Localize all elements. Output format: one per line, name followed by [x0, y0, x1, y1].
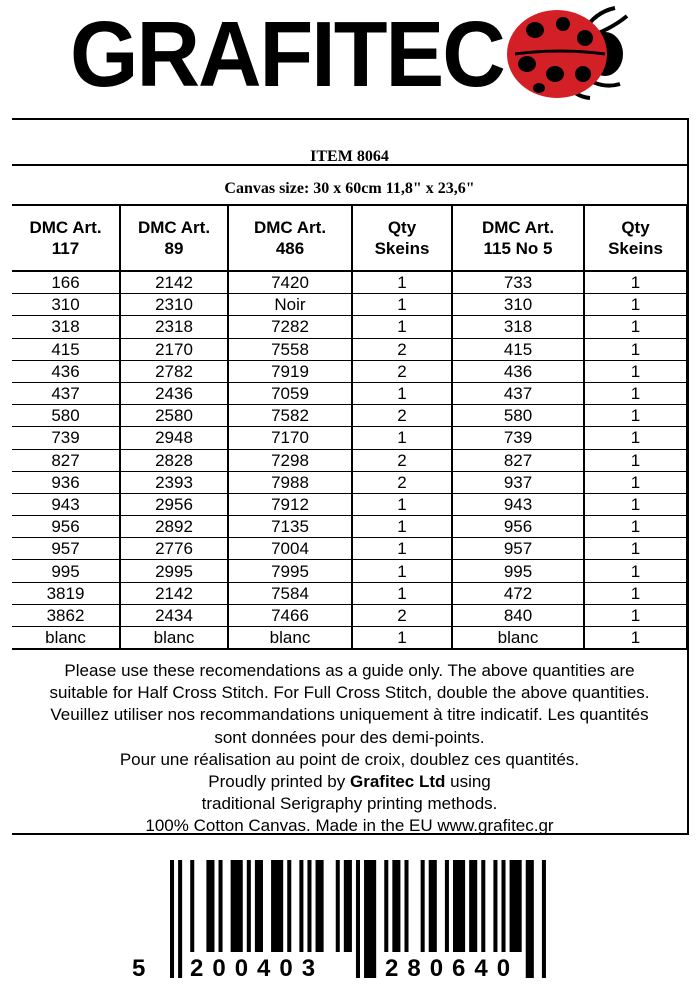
- barcode-left-digits: 200403: [190, 955, 325, 982]
- note-suffix: using: [445, 772, 491, 792]
- table-cell: 415: [452, 338, 584, 360]
- table-cell: 318: [12, 316, 120, 338]
- table-cell: 7558: [228, 338, 352, 360]
- table-cell: 827: [452, 449, 584, 471]
- thread-table: [12, 206, 688, 650]
- color-chart-sheet: [12, 118, 689, 835]
- table-cell: 936: [12, 471, 120, 493]
- table-cell: 166: [12, 271, 120, 294]
- column-header: [120, 206, 228, 271]
- table-cell: 1: [584, 360, 687, 382]
- table-cell: 840: [452, 604, 584, 626]
- table-cell: 739: [12, 427, 120, 449]
- barcode-first-digit: 5: [132, 955, 146, 982]
- table-cell: 995: [452, 560, 584, 582]
- table-cell: 1: [584, 316, 687, 338]
- table-cell: 733: [452, 271, 584, 294]
- barcode-bar: [307, 860, 311, 952]
- table-cell: 1: [584, 294, 687, 316]
- table-cell: 7004: [228, 538, 352, 560]
- table-cell: 2142: [120, 271, 228, 294]
- barcode-bar: [170, 860, 174, 978]
- table-header-row: [12, 206, 687, 271]
- printer-name: Grafitec Ltd: [349, 772, 446, 792]
- barcode-bar: [501, 860, 505, 952]
- table-cell: 1: [584, 471, 687, 493]
- table-cell: 7919: [228, 360, 352, 382]
- barcode-bar: [493, 860, 497, 952]
- barcode-bar: [429, 860, 437, 952]
- note-line: Pour une réalisation au point de croix, doublez ces quantités.: [119, 749, 580, 769]
- table-cell: 7298: [228, 449, 352, 471]
- barcode-bar: [526, 860, 534, 978]
- table-cell: 7988: [228, 471, 352, 493]
- table-cell: 2393: [120, 471, 228, 493]
- barcode-bar: [316, 860, 324, 952]
- table-cell: 1: [584, 538, 687, 560]
- table-row: [12, 604, 687, 626]
- table-cell: 1: [584, 271, 687, 294]
- table-cell: 2: [352, 405, 452, 427]
- table-cell: 1: [584, 493, 687, 515]
- table-cell: 2948: [120, 427, 228, 449]
- barcode-bar: [384, 860, 388, 952]
- table-cell: 318: [452, 316, 584, 338]
- barcode-bar: [453, 860, 465, 952]
- table-row: [12, 582, 687, 604]
- column-header: [12, 206, 120, 271]
- barcode-bar: [255, 860, 263, 952]
- table-cell: 7135: [228, 516, 352, 538]
- table-cell: 943: [452, 493, 584, 515]
- table-cell: 1: [584, 604, 687, 626]
- table-cell: 1: [352, 294, 452, 316]
- barcode-bar: [336, 860, 340, 952]
- table-cell: 310: [452, 294, 584, 316]
- table-cell: 1: [584, 405, 687, 427]
- table-row: [12, 316, 687, 338]
- column-header-line: Qty: [387, 218, 417, 237]
- barcode-bar: [287, 860, 291, 952]
- barcode-bar: [469, 860, 477, 952]
- table-cell: 7584: [228, 582, 352, 604]
- barcode-bar: [219, 860, 223, 952]
- table-cell: 580: [12, 405, 120, 427]
- item-title: ITEM 8064: [12, 120, 687, 166]
- column-header-line: DMC Art.: [29, 218, 102, 237]
- barcode-bar: [445, 860, 449, 952]
- barcode-bar: [190, 860, 194, 952]
- table-cell: 1: [352, 382, 452, 404]
- table-cell: 1: [584, 627, 687, 650]
- table-cell: 1: [584, 449, 687, 471]
- table-row: [12, 516, 687, 538]
- table-cell: 1: [352, 582, 452, 604]
- table-cell: 7995: [228, 560, 352, 582]
- note-line: 100% Cotton Canvas. Made in the EU www.grafitec.gr: [145, 816, 554, 836]
- table-cell: 2776: [120, 538, 228, 560]
- table-cell: 2318: [120, 316, 228, 338]
- barcode-bar: [481, 860, 485, 952]
- column-header: [584, 206, 687, 271]
- table-cell: 7582: [228, 405, 352, 427]
- table-cell: 956: [12, 516, 120, 538]
- barcode-bar: [404, 860, 408, 952]
- note-line: Please use these recomendations as a guide only. The above quantities are: [64, 661, 635, 680]
- note-line: suitable for Half Cross Stitch. For Full Cross Stitch, double the above quantities.: [49, 683, 650, 703]
- table-cell: 1: [352, 493, 452, 515]
- brand-header: [0, 0, 700, 112]
- table-cell: 7170: [228, 427, 352, 449]
- table-cell: 1: [352, 316, 452, 338]
- table-cell: 2580: [120, 405, 228, 427]
- column-header-line: DMC Art.: [253, 218, 327, 237]
- barcode-bar: [299, 860, 303, 952]
- table-cell: 7059: [228, 382, 352, 404]
- column-header-line: Qty: [621, 218, 650, 237]
- barcode-bar: [364, 860, 376, 978]
- table-cell: 3819: [12, 582, 120, 604]
- table-cell: 472: [452, 582, 584, 604]
- table-row: [12, 471, 687, 493]
- note-line-printer: [12, 771, 687, 793]
- table-cell: 739: [452, 427, 584, 449]
- column-header-line: 486: [275, 239, 305, 258]
- column-header: [228, 206, 352, 271]
- table-cell: 1: [584, 582, 687, 604]
- table-cell: 7420: [228, 271, 352, 294]
- column-header-line: DMC Art.: [137, 218, 211, 237]
- table-cell: 2956: [120, 493, 228, 515]
- table-cell: 1: [352, 427, 452, 449]
- table-cell: 1: [584, 560, 687, 582]
- table-cell: blanc: [228, 627, 352, 650]
- table-cell: 2828: [120, 449, 228, 471]
- table-cell: 827: [12, 449, 120, 471]
- note-line: Veuillez utiliser nos recommandations uniquement à titre indicatif. Les quantités: [50, 705, 649, 725]
- table-cell: 310: [12, 294, 120, 316]
- canvas-size: Canvas size: 30 x 60cm 11,8" x 23,6": [12, 166, 687, 206]
- table-cell: 937: [452, 471, 584, 493]
- table-cell: 2436: [120, 382, 228, 404]
- table-cell: 956: [452, 516, 584, 538]
- column-header-line: DMC Art.: [481, 218, 555, 237]
- table-cell: 2892: [120, 516, 228, 538]
- table-cell: 2995: [120, 560, 228, 582]
- table-row: [12, 271, 687, 294]
- ladybug-icon: [505, 2, 635, 107]
- note-prefix: Proudly printed by: [208, 772, 350, 792]
- table-cell: 580: [452, 405, 584, 427]
- table-row: [12, 382, 687, 404]
- table-cell: 437: [12, 382, 120, 404]
- table-cell: 1: [352, 538, 452, 560]
- table-row: [12, 405, 687, 427]
- table-row: [12, 538, 687, 560]
- notes-block: [12, 660, 687, 838]
- table-row: [12, 427, 687, 449]
- table-cell: 1: [584, 516, 687, 538]
- barcode-bar: [542, 860, 546, 978]
- note-line: sont données pour des demi-points.: [214, 727, 485, 747]
- table-cell: 943: [12, 493, 120, 515]
- barcode-bar: [356, 860, 360, 978]
- barcode-bar: [247, 860, 251, 952]
- table-cell: 1: [584, 338, 687, 360]
- table-cell: 1: [352, 627, 452, 650]
- table-cell: 2: [352, 604, 452, 626]
- barcode-bar: [421, 860, 425, 952]
- table-cell: 2434: [120, 604, 228, 626]
- table-cell: blanc: [452, 627, 584, 650]
- table-cell: 2310: [120, 294, 228, 316]
- barcode-bar: [271, 860, 283, 952]
- table-cell: 995: [12, 560, 120, 582]
- barcode-bar: [178, 860, 182, 978]
- table-cell: 2170: [120, 338, 228, 360]
- table-cell: 415: [12, 338, 120, 360]
- table-cell: 437: [452, 382, 584, 404]
- column-header-line: Skeins: [608, 239, 663, 258]
- barcode-bar: [344, 860, 352, 952]
- column-header-line: 117: [51, 239, 80, 258]
- column-header-line: 89: [164, 239, 184, 258]
- barcode-right-digits: 280640: [385, 955, 520, 982]
- column-header: [352, 206, 452, 271]
- table-cell: 957: [452, 538, 584, 560]
- table-cell: 1: [352, 271, 452, 294]
- table-row: [12, 360, 687, 382]
- table-cell: 1: [352, 560, 452, 582]
- table-cell: 2: [352, 471, 452, 493]
- barcode-bar: [510, 860, 522, 952]
- note-line: traditional Serigraphy printing methods.: [201, 794, 498, 814]
- table-cell: 2782: [120, 360, 228, 382]
- table-cell: 2142: [120, 582, 228, 604]
- table-cell: 1: [584, 427, 687, 449]
- table-cell: 2: [352, 338, 452, 360]
- table-cell: 957: [12, 538, 120, 560]
- table-cell: 2: [352, 360, 452, 382]
- table-row: [12, 294, 687, 316]
- table-row: [12, 449, 687, 471]
- table-cell: blanc: [120, 627, 228, 650]
- table-row: [12, 627, 687, 650]
- table-cell: 2: [352, 449, 452, 471]
- table-cell: 7466: [228, 604, 352, 626]
- table-cell: blanc: [12, 627, 120, 650]
- table-cell: 7282: [228, 316, 352, 338]
- column-header-line: Skeins: [374, 239, 430, 258]
- table-cell: Noir: [228, 294, 352, 316]
- table-cell: 1: [584, 382, 687, 404]
- table-cell: 436: [12, 360, 120, 382]
- table-row: [12, 493, 687, 515]
- barcode-bar: [206, 860, 214, 952]
- table-cell: 7912: [228, 493, 352, 515]
- table-row: [12, 560, 687, 582]
- barcode-bar: [231, 860, 243, 952]
- table-body: [12, 271, 687, 649]
- column-header-line: 115 No 5: [483, 239, 553, 258]
- table-cell: 3862: [12, 604, 120, 626]
- column-header: [452, 206, 584, 271]
- table-row: [12, 338, 687, 360]
- table-cell: 1: [352, 516, 452, 538]
- brand-logo-text: GRAFITEC: [70, 2, 504, 106]
- barcode-bar: [392, 860, 400, 952]
- table-cell: 436: [452, 360, 584, 382]
